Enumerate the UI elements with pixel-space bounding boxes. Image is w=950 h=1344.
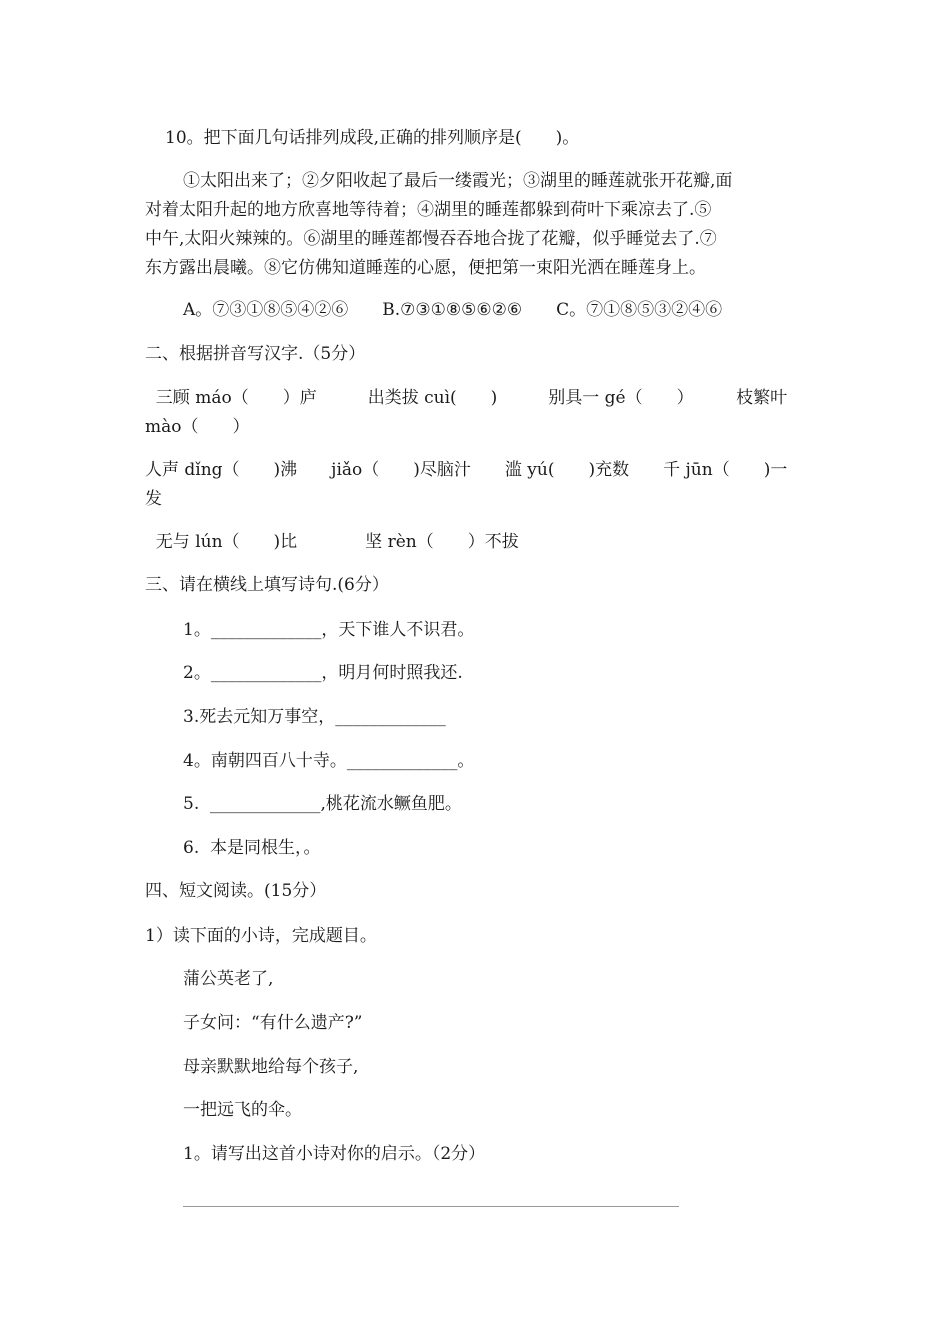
q10-passage-line: 对着太阳升起的地方欣喜地等待着；④湖里的睡莲都躲到荷叶下乘凉去了.⑤ xyxy=(145,200,712,220)
poem-fill-item: 6. 本是同根生，。 xyxy=(183,838,321,858)
reading-subheading: 1）读下面的小诗，完成题目。 xyxy=(145,926,377,946)
poem-fill-item: 4。南朝四百八十寺。_____________。 xyxy=(183,751,475,771)
poem-line: 一把远飞的伞。 xyxy=(183,1100,302,1120)
section4-heading: 四、短文阅读。(15分） xyxy=(145,881,327,901)
q10-options: A。⑦③①⑧⑤④②⑥ B.⑦③①⑧⑤⑥②⑥ C。⑦①⑧⑤③②④⑥ xyxy=(183,300,723,320)
poem-line: 蒲公英老了, xyxy=(183,969,274,989)
answer-line[interactable] xyxy=(183,1206,679,1207)
pinyin-line: 人声 dǐng（ )沸 jiǎo（ )尽脑汁 滥 yú( )充数 千 jūn（ )一 xyxy=(145,460,788,480)
pinyin-line: 三顾 máo（ ）庐 出类拔 cuì( ) 别具一 gé（ ） 枝繁叶 xyxy=(145,388,788,408)
section2-heading: 二、根据拼音写汉字.（5分） xyxy=(145,344,366,364)
pinyin-line: 无与 lún（ )比 坚 rèn（ ）不拔 xyxy=(145,532,519,552)
q10-stem: 10。把下面几句话排列成段,正确的排列顺序是( )。 xyxy=(165,128,580,148)
q10-passage-line: ①太阳出来了；②夕阳收起了最后一缕霞光；③湖里的睡莲就张开花瓣,面 xyxy=(183,171,733,191)
poem-fill-item: 5. _____________,桃花流水鳜鱼肥。 xyxy=(183,794,462,814)
q10-passage-line: 中午,太阳火辣辣的。⑥湖里的睡莲都慢吞吞地合拢了花瓣，似乎睡觉去了.⑦ xyxy=(145,229,717,249)
reading-question: 1。请写出这首小诗对你的启示。（2分） xyxy=(183,1144,486,1164)
poem-line: 子女问：“有什么遗产?” xyxy=(183,1013,363,1033)
poem-fill-item: 2。_____________，明月何时照我还. xyxy=(183,663,463,683)
q10-passage-line: 东方露出晨曦。⑧它仿佛知道睡莲的心愿，便把第一束阳光洒在睡莲身上。 xyxy=(145,258,706,278)
pinyin-line: mào（ ） xyxy=(145,417,250,437)
pinyin-line: 发 xyxy=(145,489,162,509)
poem-line: 母亲默默地给每个孩子, xyxy=(183,1057,359,1077)
section3-heading: 三、请在横线上填写诗句.(6分） xyxy=(145,575,389,595)
poem-fill-item: 3.死去元知万事空，_____________ xyxy=(183,707,446,727)
poem-fill-item: 1。_____________，天下谁人不识君。 xyxy=(183,620,475,640)
